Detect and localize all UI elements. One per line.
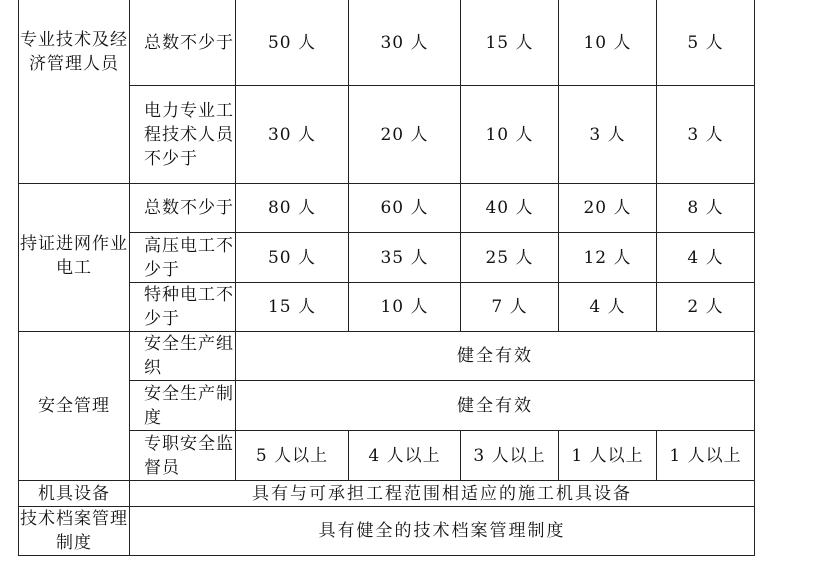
row-label: 总数不少于 — [130, 184, 236, 233]
value-cell: 1 人以上 — [559, 431, 657, 481]
value-cell: 7 人 — [461, 283, 559, 332]
value-cell: 20 人 — [349, 86, 461, 184]
category-cell: 持证进网作业电工 — [19, 184, 130, 332]
table-row — [19, 507, 755, 556]
row-label: 总数不少于 — [130, 0, 236, 86]
category-cell: 专业技术及经济管理人员 — [19, 0, 130, 184]
value-cell: 1 人以上 — [657, 431, 755, 481]
value-cell: 30 人 — [349, 0, 461, 86]
value-cell: 4 人以上 — [349, 431, 461, 481]
value-cell: 10 人 — [461, 86, 559, 184]
value-cell: 12 人 — [559, 233, 657, 283]
value-cell: 4 人 — [657, 233, 755, 283]
table-row — [19, 332, 755, 381]
value-cell: 5 人 — [657, 0, 755, 86]
value-cell: 15 人 — [236, 283, 349, 332]
value-cell: 80 人 — [236, 184, 349, 233]
value-cell: 50 人 — [236, 233, 349, 283]
value-cell: 35 人 — [349, 233, 461, 283]
merged-value-cell: 具有与可承担工程范围相适应的施工机具设备 — [130, 481, 755, 507]
value-cell: 60 人 — [349, 184, 461, 233]
table-row — [19, 184, 755, 233]
value-cell: 25 人 — [461, 233, 559, 283]
value-cell: 10 人 — [349, 283, 461, 332]
row-label: 安全生产制度 — [130, 381, 236, 431]
value-cell: 4 人 — [559, 283, 657, 332]
table-row — [19, 381, 755, 431]
table-row — [19, 233, 755, 283]
row-label: 安全生产组织 — [130, 332, 236, 381]
merged-value-cell: 具有健全的技术档案管理制度 — [130, 507, 755, 556]
category-cell: 机具设备 — [19, 481, 130, 507]
row-label: 专职安全监督员 — [130, 431, 236, 481]
qualification-table — [18, 0, 755, 556]
table-row — [19, 431, 755, 481]
value-cell: 3 人 — [657, 86, 755, 184]
value-cell: 15 人 — [461, 0, 559, 86]
row-label: 特种电工不少于 — [130, 283, 236, 332]
merged-value-cell: 健全有效 — [236, 332, 755, 381]
value-cell: 50 人 — [236, 0, 349, 86]
table-row — [19, 0, 755, 86]
table-row — [19, 86, 755, 184]
table-row — [19, 283, 755, 332]
value-cell: 40 人 — [461, 184, 559, 233]
value-cell: 10 人 — [559, 0, 657, 86]
value-cell: 2 人 — [657, 283, 755, 332]
category-cell: 安全管理 — [19, 332, 130, 481]
value-cell: 5 人以上 — [236, 431, 349, 481]
row-label: 高压电工不少于 — [130, 233, 236, 283]
row-label: 电力专业工程技术人员不少于 — [130, 86, 236, 184]
value-cell: 20 人 — [559, 184, 657, 233]
value-cell: 3 人 — [559, 86, 657, 184]
table-row — [19, 481, 755, 507]
value-cell: 8 人 — [657, 184, 755, 233]
value-cell: 3 人以上 — [461, 431, 559, 481]
category-cell: 技术档案管理制度 — [19, 507, 130, 556]
merged-value-cell: 健全有效 — [236, 381, 755, 431]
value-cell: 30 人 — [236, 86, 349, 184]
